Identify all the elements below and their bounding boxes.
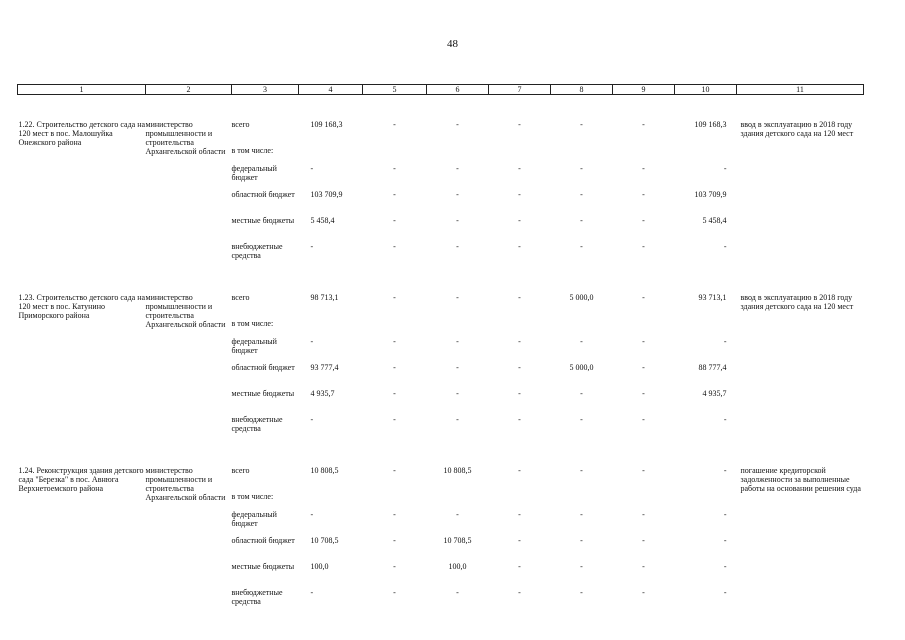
funding-source: местные бюджеты: [231, 562, 295, 571]
item-name: 1.22. Строительство детского сада на 120 мест в пос. Малошуйка Онежского района: [18, 120, 146, 147]
amount-cell: -: [723, 466, 727, 475]
amount-cell: [299, 492, 363, 510]
amount-cell: 10 808,5: [443, 466, 472, 475]
column-header-10: 10: [675, 85, 737, 95]
amount-cell: -: [642, 562, 645, 571]
amount-cell: -: [518, 562, 521, 571]
amount-cell: -: [456, 120, 459, 129]
column-header-8: 8: [551, 85, 613, 95]
funding-source: в том числе:: [231, 492, 274, 501]
column-header-1: 1: [18, 85, 146, 95]
amount-cell: -: [393, 242, 396, 251]
funding-source: всего: [231, 293, 250, 302]
amount-cell: -: [580, 389, 583, 398]
amount-cell: -: [310, 510, 314, 519]
amount-cell: -: [393, 190, 396, 199]
program-table: [17, 84, 864, 614]
funding-source: всего: [231, 120, 250, 129]
amount-cell: -: [518, 536, 521, 545]
amount-cell: -: [580, 588, 583, 597]
amount-cell: 10 708,5: [310, 536, 339, 545]
column-header-4: 4: [299, 85, 363, 95]
amount-cell: 103 709,9: [694, 190, 727, 199]
amount-cell: [551, 319, 613, 337]
amount-cell: 10 808,5: [310, 466, 339, 475]
amount-cell: [299, 319, 363, 337]
amount-cell: -: [580, 415, 583, 424]
item-result: ввод в эксплуатацию в 2018 году здания детского сада на 120 мест: [740, 120, 854, 138]
item-name: 1.23. Строительство детского сада на 120 мест в пос. Катунино Приморского района: [18, 293, 146, 320]
page-number: 48: [447, 38, 458, 50]
amount-cell: -: [580, 216, 583, 225]
item-result: погашение кредиторской задолженности за выполненные работы на основании решения суда: [740, 466, 861, 493]
table-row: [18, 290, 864, 319]
amount-cell: -: [723, 510, 727, 519]
amount-cell: -: [393, 216, 396, 225]
funding-source: в том числе:: [231, 319, 274, 328]
amount-cell: 5 000,0: [569, 363, 594, 372]
amount-cell: -: [456, 216, 459, 225]
funding-source: внебюджетные средства: [231, 415, 283, 433]
amount-cell: -: [310, 337, 314, 346]
amount-cell: -: [642, 293, 645, 302]
amount-cell: -: [580, 120, 583, 129]
amount-cell: [613, 146, 675, 164]
item-organization: министерство промышленности и строительства Архангельской области: [145, 466, 226, 502]
funding-source: внебюджетные средства: [231, 588, 283, 606]
amount-cell: [489, 492, 551, 510]
amount-cell: -: [393, 415, 396, 424]
amount-cell: -: [518, 363, 521, 372]
amount-cell: -: [642, 588, 645, 597]
amount-cell: 5 458,4: [702, 216, 727, 225]
amount-cell: -: [456, 389, 459, 398]
amount-cell: -: [580, 337, 583, 346]
funding-source: областной бюджет: [231, 363, 295, 372]
item-spacer: [18, 268, 864, 290]
amount-cell: -: [580, 510, 583, 519]
amount-cell: -: [723, 242, 727, 251]
amount-cell: -: [393, 293, 396, 302]
amount-cell: -: [518, 510, 521, 519]
item-organization: министерство промышленности и строительства Архангельской области: [145, 120, 226, 156]
amount-cell: 4 935,7: [702, 389, 727, 398]
amount-cell: 88 777,4: [698, 363, 727, 372]
amount-cell: 100,0: [448, 562, 467, 571]
funding-source: всего: [231, 466, 250, 475]
amount-cell: -: [393, 363, 396, 372]
funding-source: местные бюджеты: [231, 216, 295, 225]
amount-cell: -: [723, 536, 727, 545]
amount-cell: -: [723, 588, 727, 597]
funding-source: в том числе:: [231, 146, 274, 155]
header-row: [18, 85, 864, 95]
amount-cell: -: [642, 190, 645, 199]
amount-cell: -: [456, 363, 459, 372]
table-row: [18, 117, 864, 146]
amount-cell: -: [456, 588, 459, 597]
column-header-6: 6: [427, 85, 489, 95]
amount-cell: -: [518, 293, 521, 302]
amount-cell: -: [393, 536, 396, 545]
funding-source: федеральный бюджет: [231, 337, 277, 355]
amount-cell: -: [642, 466, 645, 475]
amount-cell: -: [723, 415, 727, 424]
amount-cell: 103 709,9: [310, 190, 343, 199]
amount-cell: -: [642, 536, 645, 545]
amount-cell: -: [518, 337, 521, 346]
amount-cell: 10 708,5: [443, 536, 472, 545]
amount-cell: -: [518, 242, 521, 251]
amount-cell: -: [518, 190, 521, 199]
amount-cell: [551, 492, 613, 510]
amount-cell: -: [310, 415, 314, 424]
amount-cell: -: [723, 337, 727, 346]
amount-cell: -: [580, 190, 583, 199]
amount-cell: -: [456, 242, 459, 251]
amount-cell: [363, 319, 427, 337]
amount-cell: -: [642, 363, 645, 372]
amount-cell: -: [393, 164, 396, 173]
amount-cell: -: [456, 415, 459, 424]
amount-cell: -: [518, 216, 521, 225]
amount-cell: [299, 146, 363, 164]
amount-cell: -: [642, 337, 645, 346]
amount-cell: -: [393, 337, 396, 346]
amount-cell: -: [642, 415, 645, 424]
amount-cell: -: [642, 389, 645, 398]
amount-cell: 4 935,7: [310, 389, 335, 398]
column-header-11: 11: [737, 85, 864, 95]
amount-cell: -: [642, 164, 645, 173]
amount-cell: -: [456, 510, 459, 519]
amount-cell: [427, 492, 489, 510]
amount-cell: [675, 146, 737, 164]
column-header-9: 9: [613, 85, 675, 95]
amount-cell: 109 168,3: [694, 120, 727, 129]
amount-cell: -: [518, 164, 521, 173]
amount-cell: 100,0: [310, 562, 329, 571]
amount-cell: -: [393, 120, 396, 129]
item-spacer: [18, 441, 864, 463]
amount-cell: -: [393, 588, 396, 597]
table-row: [18, 463, 864, 492]
amount-cell: [489, 319, 551, 337]
amount-cell: -: [642, 510, 645, 519]
amount-cell: 93 713,1: [698, 293, 727, 302]
funding-source: федеральный бюджет: [231, 510, 277, 528]
amount-cell: 5 000,0: [569, 293, 594, 302]
amount-cell: [427, 146, 489, 164]
funding-source: областной бюджет: [231, 536, 295, 545]
table-body: [18, 95, 864, 615]
amount-cell: [489, 146, 551, 164]
amount-cell: -: [310, 588, 314, 597]
column-header-5: 5: [363, 85, 427, 95]
funding-source: областной бюджет: [231, 190, 295, 199]
amount-cell: -: [642, 242, 645, 251]
amount-cell: 98 713,1: [310, 293, 339, 302]
amount-cell: -: [393, 466, 396, 475]
amount-cell: -: [518, 389, 521, 398]
amount-cell: -: [393, 510, 396, 519]
amount-cell: -: [456, 190, 459, 199]
amount-cell: [363, 492, 427, 510]
amount-cell: -: [723, 164, 727, 173]
amount-cell: -: [310, 164, 314, 173]
amount-cell: [613, 319, 675, 337]
amount-cell: -: [518, 120, 521, 129]
amount-cell: [675, 319, 737, 337]
amount-cell: -: [518, 588, 521, 597]
amount-cell: -: [580, 242, 583, 251]
amount-cell: -: [518, 466, 521, 475]
amount-cell: -: [393, 389, 396, 398]
amount-cell: -: [642, 216, 645, 225]
item-organization: министерство промышленности и строительства Архангельской области: [145, 293, 226, 329]
item-result: ввод в эксплуатацию в 2018 году здания детского сада на 120 мест: [740, 293, 854, 311]
amount-cell: [551, 146, 613, 164]
amount-cell: [427, 319, 489, 337]
amount-cell: 93 777,4: [310, 363, 339, 372]
funding-source: внебюджетные средства: [231, 242, 283, 260]
column-header-3: 3: [232, 85, 299, 95]
item-spacer: [18, 95, 864, 118]
amount-cell: -: [518, 415, 521, 424]
funding-source: местные бюджеты: [231, 389, 295, 398]
amount-cell: [613, 492, 675, 510]
amount-cell: -: [393, 562, 396, 571]
amount-cell: [363, 146, 427, 164]
amount-cell: -: [456, 164, 459, 173]
amount-cell: -: [642, 120, 645, 129]
item-name: 1.24. Реконструкция здания детского сада "Березка" в пос. Авнюга Верхнетоемского района: [18, 466, 144, 493]
amount-cell: -: [723, 562, 727, 571]
amount-cell: -: [456, 293, 459, 302]
amount-cell: [675, 492, 737, 510]
funding-source: федеральный бюджет: [231, 164, 277, 182]
amount-cell: -: [580, 536, 583, 545]
column-header-2: 2: [146, 85, 232, 95]
amount-cell: -: [456, 337, 459, 346]
amount-cell: -: [580, 466, 583, 475]
amount-cell: -: [580, 562, 583, 571]
column-header-7: 7: [489, 85, 551, 95]
amount-cell: -: [580, 164, 583, 173]
amount-cell: 5 458,4: [310, 216, 335, 225]
amount-cell: -: [310, 242, 314, 251]
amount-cell: 109 168,3: [310, 120, 343, 129]
